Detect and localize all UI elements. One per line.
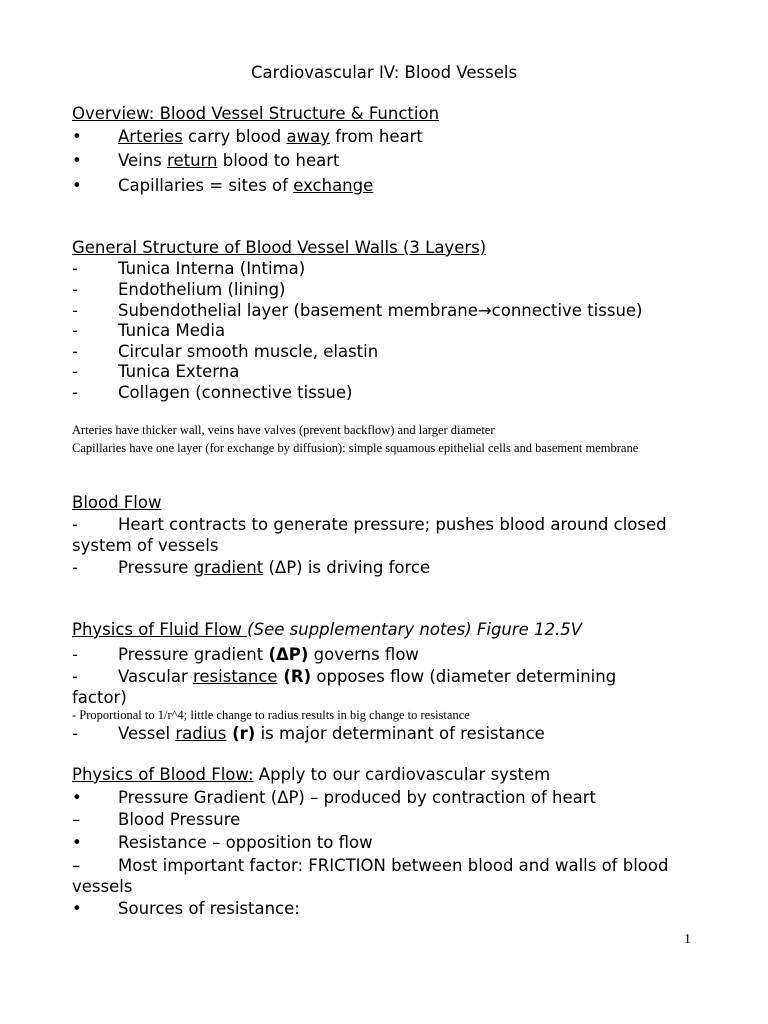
overview-heading: Overview: Blood Vessel Structure & Function	[72, 104, 440, 123]
structure-item: - Tunica Interna (Intima)	[72, 259, 306, 278]
physics-note-proportional: - Proportional to 1/r^4; little change to radius results in big change to resistance	[72, 708, 470, 722]
structure-item: - Circular smooth muscle, elastin	[72, 342, 379, 361]
physics-heading: Physics of Fluid Flow (See supplementary notes) Figure 12.5V	[72, 620, 583, 639]
overview-bullet-veins: • Veins return blood to heart	[72, 151, 340, 170]
structure-note-arteries: Arteries have thicker wall, veins have valves (prevent backflow) and larger diameter	[72, 423, 495, 437]
blood-physics-item: • Resistance – opposition to flow	[72, 833, 373, 852]
structure-item: - Tunica Media	[72, 321, 226, 340]
structure-note-capillaries: Capillaries have one layer (for exchange by diffusion): simple squamous epithelial cells and basement membrane	[72, 441, 639, 455]
blood-physics-item-friction: – Most important factor: FRICTION between blood and walls of blood vessels	[72, 856, 669, 896]
blood-physics-item: • Pressure Gradient (ΔP) – produced by contraction of heart	[72, 788, 596, 807]
structure-item: - Collagen (connective tissue)	[72, 383, 353, 402]
page-number: 1	[684, 932, 691, 947]
structure-item: - Tunica Externa	[72, 362, 240, 381]
blood-flow-item-gradient: - Pressure gradient (ΔP) is driving force	[72, 558, 431, 577]
structure-item: - Endothelium (lining)	[72, 280, 286, 299]
structure-item: - Subendothelial layer (basement membrane→connective tissue)	[72, 301, 643, 320]
blood-physics-item: • Sources of resistance:	[72, 899, 300, 918]
blood-physics-item: – Blood Pressure	[72, 810, 241, 829]
document-title: Cardiovascular IV: Blood Vessels	[250, 63, 518, 82]
physics-item-gradient: - Pressure gradient (ΔP) governs flow	[72, 645, 419, 664]
overview-bullet-arteries: • Arteries carry blood away from heart	[72, 127, 423, 146]
structure-heading: General Structure of Blood Vessel Walls (3 Layers)	[72, 238, 487, 257]
physics-item-radius: - Vessel radius (r) is major determinant of resistance	[72, 724, 545, 743]
blood-flow-heading: Blood Flow	[72, 493, 162, 512]
blood-physics-heading: Physics of Blood Flow: Apply to our cardiovascular system	[72, 765, 551, 784]
overview-bullet-capillaries: • Capillaries = sites of exchange	[72, 176, 374, 195]
physics-item-resistance: - Vascular resistance (R) opposes flow (diameter determining factor)	[72, 667, 617, 707]
blood-flow-item-heart: - Heart contracts to generate pressure; pushes blood around closed system of vessels	[72, 515, 667, 555]
